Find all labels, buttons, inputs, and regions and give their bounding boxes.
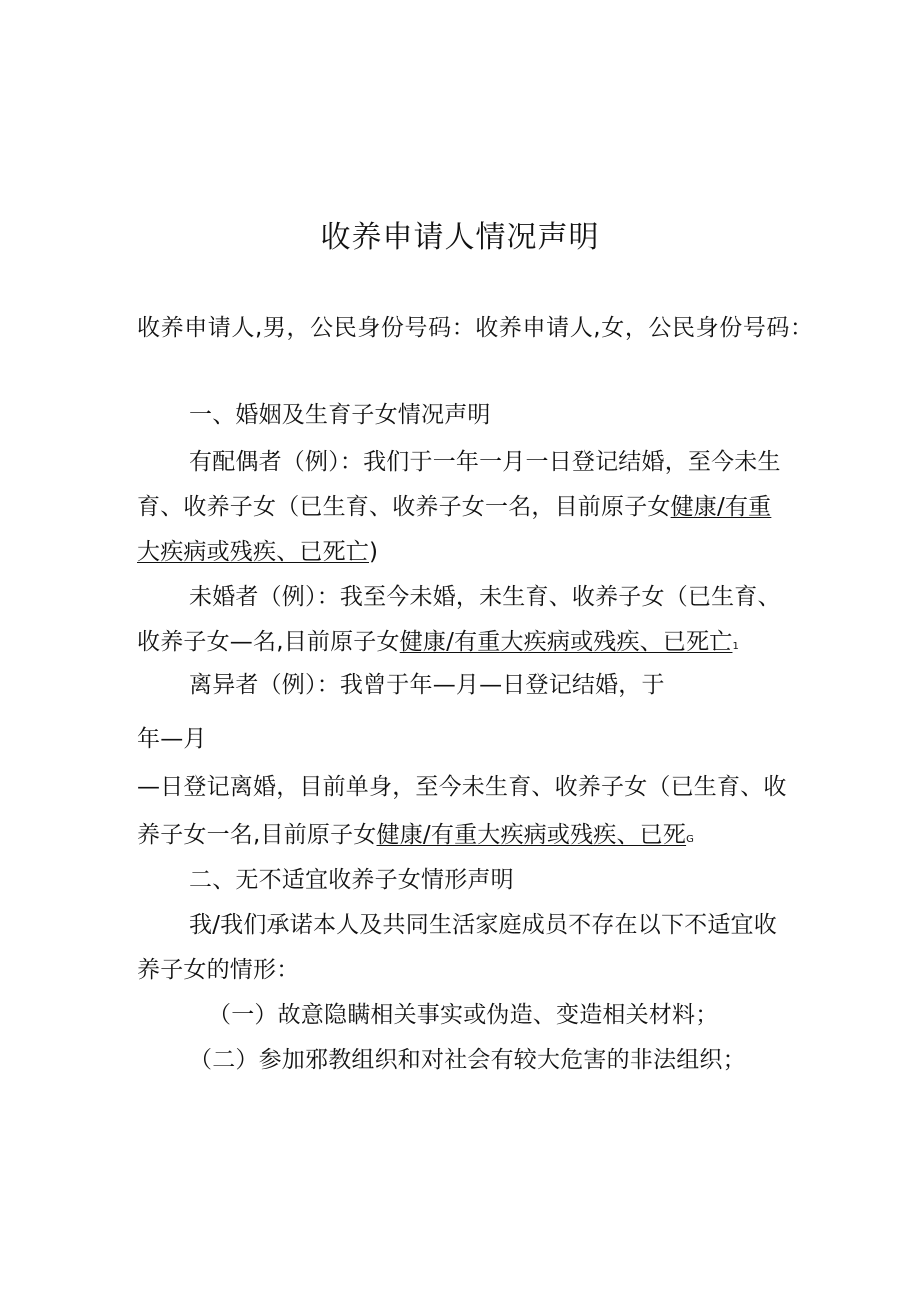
applicants-line: 收养申请人,男，公民身份号码：收养申请人,女，公民身份号码： <box>137 315 814 341</box>
unmarried-line-1: 未婚者（例）：我至今未婚，未生育、收养子女（已生育、 <box>189 584 781 610</box>
pledge-item-2: （二）参加邪教组织和对社会有较大危害的非法组织； <box>189 1047 746 1073</box>
unmarried-line-2 <box>137 627 739 662</box>
divorced-line-1: 离异者（例）：我曾于年—月—日登记结婚，于 <box>189 672 665 698</box>
married-line-2-text: 育、收养子女（已生育、收养子女一名，目前原子女 <box>137 494 671 520</box>
married-line-2-underlined: 健康/有重 <box>670 494 772 520</box>
section2-heading: 二、无不适宜收养子女情形声明 <box>189 867 514 893</box>
unmarried-line-2-underlined: 健康/有重大疾病或残疾、已死亡 <box>399 629 733 655</box>
pledge-item-1: （一）故意隐瞒相关事实或伪造、变造相关材料； <box>208 1002 719 1028</box>
divorced-line-2: 年—月 <box>137 726 207 752</box>
married-line-3-tail: ) <box>369 539 379 565</box>
divorced-line-4 <box>137 820 694 855</box>
pledge-line-2: 养子女的情形： <box>137 957 300 983</box>
divorced-line-4-underlined: 健康/有重大疾病或残疾、已死 <box>376 822 687 848</box>
married-line-1: 有配偶者（例）：我们于一年一月一日登记结婚，至今未生 <box>189 449 781 475</box>
married-line-2 <box>137 492 771 522</box>
unmarried-line-2-text: 收养子女—名,目前原子女 <box>137 629 400 655</box>
divorced-line-3: —日登记离婚，目前单身，至今未生育、收养子女（已生育、收 <box>137 774 787 800</box>
married-line-3-underlined: 大疾病或残疾、已死亡 <box>137 539 369 565</box>
section1-heading: 一、婚姻及生育子女情况声明 <box>189 402 491 428</box>
pledge-line-1: 我/我们承诺本人及共同生活家庭成员不存在以下不适宜收 <box>189 912 777 938</box>
married-line-3 <box>137 537 378 567</box>
divorced-line-4-text: 养子女一名,目前原子女 <box>137 822 377 848</box>
document-title: 收养申请人情况声明 <box>320 220 600 255</box>
unmarried-line-2-mark: 1 <box>732 641 740 652</box>
divorced-line-4-mark: G <box>686 834 695 845</box>
